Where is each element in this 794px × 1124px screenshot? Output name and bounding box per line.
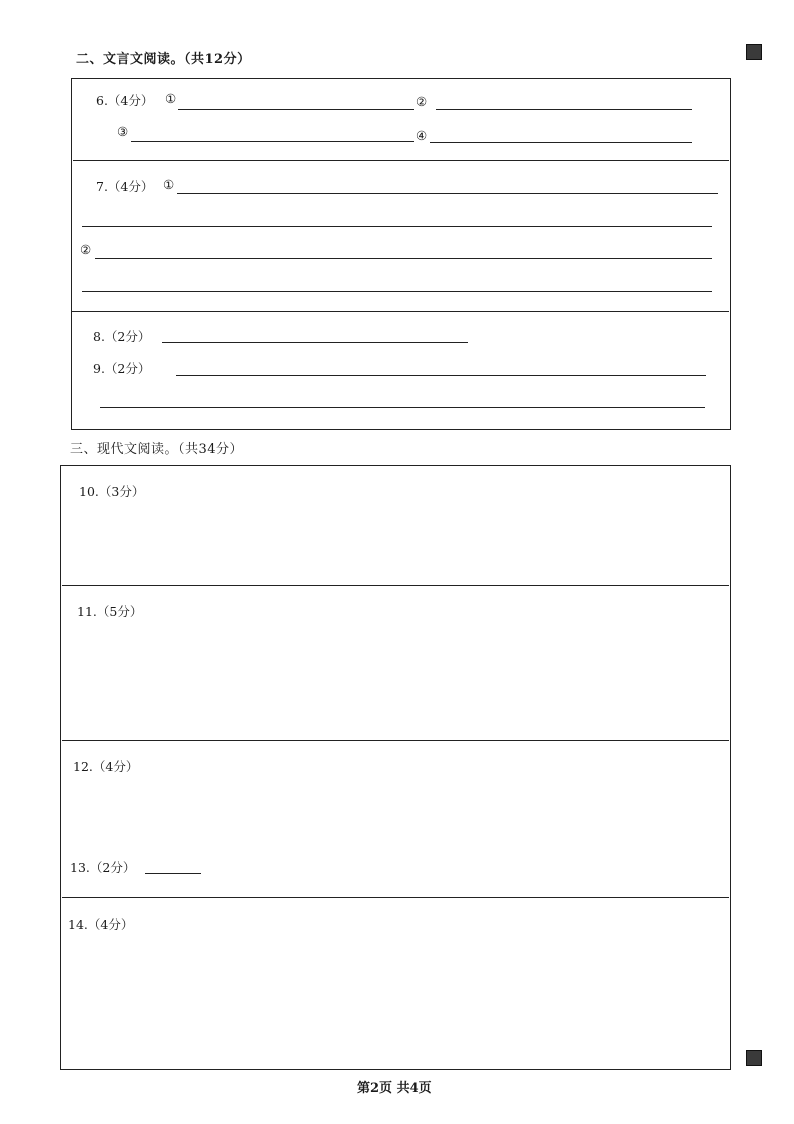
q7-circle-2: ② bbox=[80, 242, 92, 257]
q7-circle-1: ① bbox=[163, 177, 175, 192]
registration-mark-top-right bbox=[746, 44, 762, 60]
q6-answer-line-4[interactable] bbox=[430, 142, 692, 143]
q9-label: 9.（2分） bbox=[93, 361, 151, 376]
q10-answer-area[interactable] bbox=[62, 505, 728, 583]
q11-label: 11.（5分） bbox=[77, 604, 143, 619]
q6-answer-line-3[interactable] bbox=[131, 141, 414, 142]
separator-q7-q8 bbox=[72, 311, 729, 312]
q9-answer-line-2[interactable] bbox=[100, 407, 705, 408]
separator-q11-q12 bbox=[62, 740, 729, 741]
q14-label: 14.（4分） bbox=[68, 917, 134, 932]
q7-answer-line-3[interactable] bbox=[95, 258, 712, 259]
q6-answer-line-1[interactable] bbox=[178, 109, 414, 110]
q13-answer-line[interactable] bbox=[145, 873, 201, 874]
q6-label: 6.（4分） bbox=[96, 93, 154, 108]
section2-answer-box bbox=[71, 78, 731, 430]
q7-answer-line-4[interactable] bbox=[82, 291, 712, 292]
q11-answer-area[interactable] bbox=[62, 625, 728, 738]
q6-circle-1: ① bbox=[165, 91, 177, 106]
page-number: 第2页 共4页 bbox=[357, 1081, 432, 1096]
separator-q13-q14 bbox=[62, 897, 729, 898]
separator-q10-q11 bbox=[62, 585, 729, 586]
q10-label: 10.（3分） bbox=[79, 484, 145, 499]
section3-title: 三、现代文阅读。（共34分） bbox=[70, 442, 244, 457]
section2-title: 二、文言文阅读。（共12分） bbox=[76, 52, 251, 67]
q9-answer-line-1[interactable] bbox=[176, 375, 706, 376]
q6-circle-4: ④ bbox=[416, 128, 428, 143]
q13-label: 13.（2分） bbox=[70, 860, 136, 875]
q12-answer-area[interactable] bbox=[62, 780, 728, 850]
q6-answer-line-2[interactable] bbox=[436, 109, 692, 110]
q6-circle-2: ② bbox=[416, 94, 428, 109]
q12-label: 12.（4分） bbox=[73, 759, 139, 774]
q14-answer-area[interactable] bbox=[62, 938, 728, 1066]
registration-mark-bottom-right bbox=[746, 1050, 762, 1066]
q8-label: 8.（2分） bbox=[93, 329, 151, 344]
separator-q6-q7 bbox=[73, 160, 729, 161]
q7-label: 7.（4分） bbox=[96, 179, 154, 194]
q7-answer-line-1[interactable] bbox=[177, 193, 718, 194]
q8-answer-line[interactable] bbox=[162, 342, 468, 343]
q6-circle-3: ③ bbox=[117, 124, 129, 139]
q7-answer-line-2[interactable] bbox=[82, 226, 712, 227]
